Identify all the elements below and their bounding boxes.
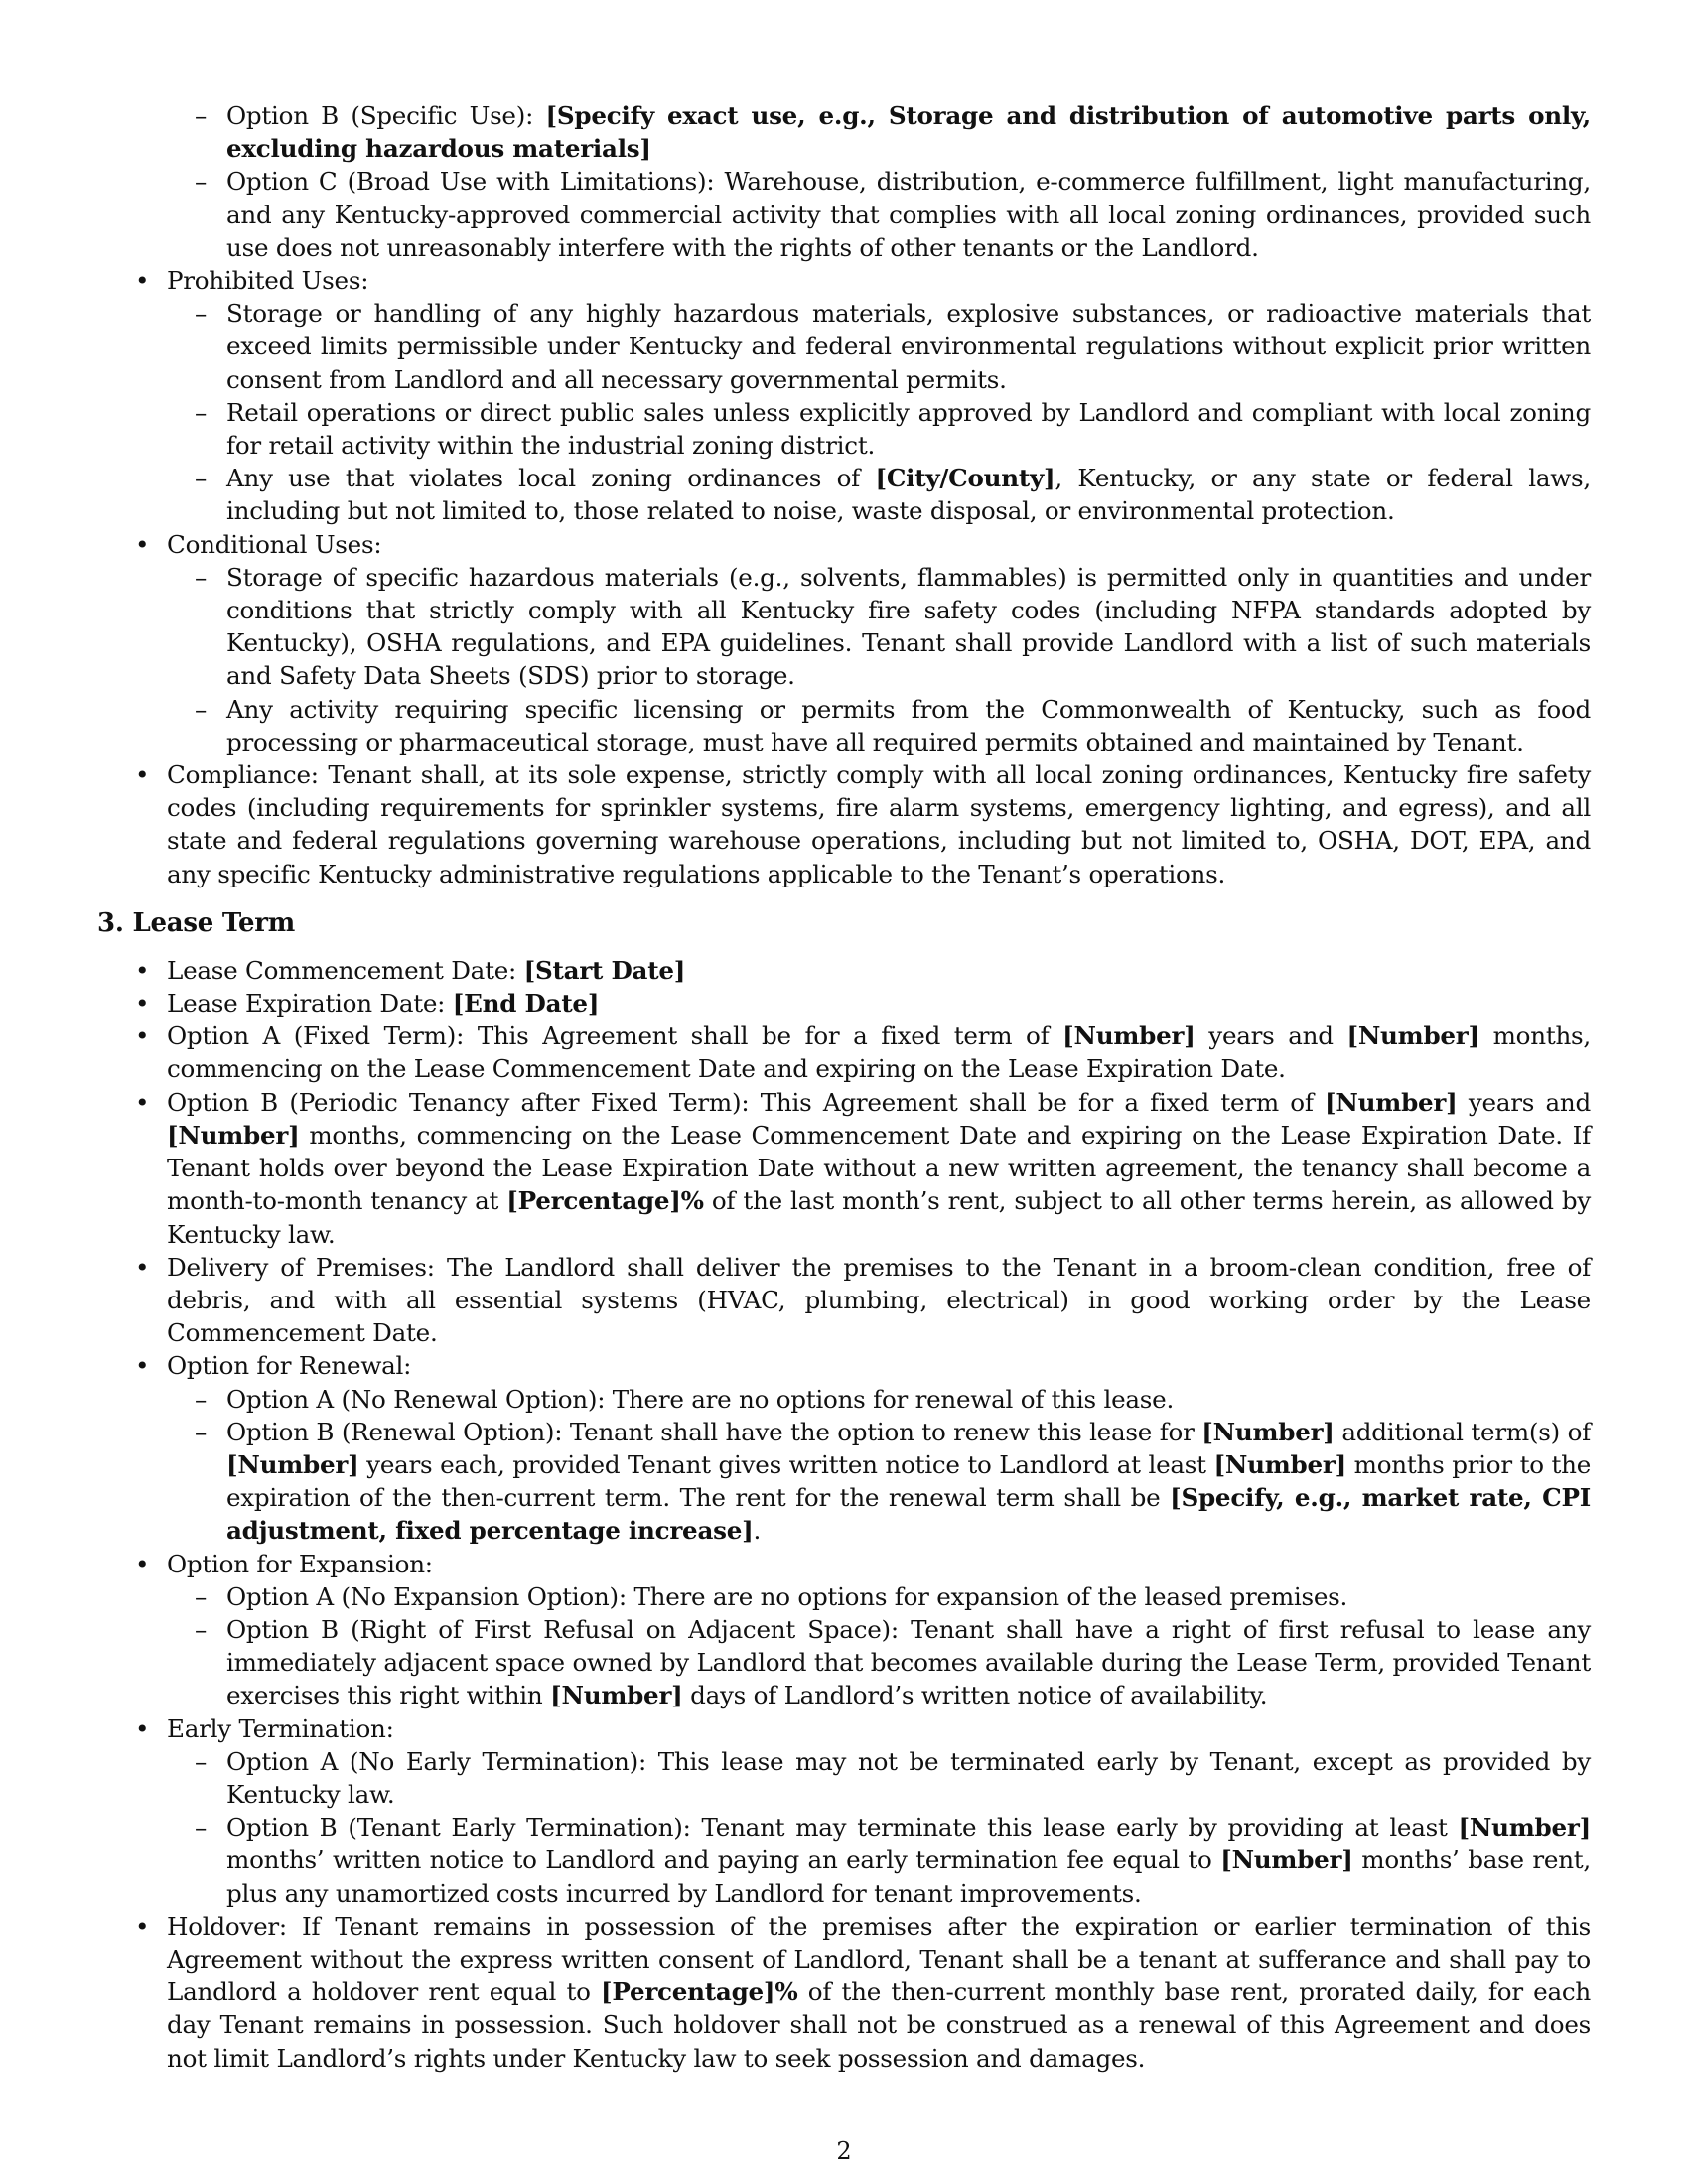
permitted-use-list [97,264,1591,890]
expansion-item: • Option for Expansion: – Option A (No Expansion Option): There are no options for expansion of the leased premises. – Option B (Right of First Refusal on Adjacent Space): Tenant shall have a right of first refusal to lease any immediately adjacent space owned by Landlord that becomes available during the Lease Term, provided Tenant exercises this right within [Number] days of Landlord’s written notice of availability. [97,1548,1591,1712]
renewal-item: • Option for Renewal: – Option A (No Renewal Option): There are no options for renewal of this lease. – Option B (Renewal Option): Tenant shall have the option to renew this lease for [Number] additional term(s) of [Number] years each, provided Tenant gives written notice to Landlord at least [Number] months prior to the expiration of the then-current term. The rent for the renewal term shall be [Specify, e.g., market rate, CPI adjustment, fixed percentage increase]. [97,1349,1591,1547]
conditional-uses-item: • Conditional Uses: – Storage of specific hazardous materials (e.g., solvents, flammables) is permitted only in quantities and under conditions that strictly comply with all Kentucky fire safety codes (including NFPA standards adopted by Kentucky), OSHA regulations, and EPA guidelines. Tenant shall provide Landlord with a list of such materials and Safety Data Sheets (SDS) prior to storage. – Any activity requiring specific licensing or permits from the Commonwealth of Kentucky, such as food processing or pharmaceutical storage, must have all required permits obtained and maintained by Tenant. [97,528,1591,758]
prohibited-uses-item: • Prohibited Uses: – Storage or handling of any highly hazardous materials, explosive substances, or radioactive materials that exceed limits permissible under Kentucky and federal environmental regulations without explicit prior written consent from Landlord and all necessary governmental permits. – Retail operations or direct public sales unless explicitly approved by Landlord and compliant with local zoning for retail activity within the industrial zoning district. – Any use that violates local zoning ordinances of [City/County], Kentucky, or any state or federal laws, including but not limited to, those related to noise, waste disposal, or environmental protection. [97,264,1591,528]
page-number: 2 [836,2137,852,2165]
list-item: – Option A (No Expansion Option): There are no options for expansion of the leased premises. [167,1580,1591,1613]
compliance-item: • Compliance: Tenant shall, at its sole expense, strictly comply with all local zoning ordinances, Kentucky fire safety codes (including requirements for sprinkler systems, fire alarm systems, emergency lighting, and egress), and all state and federal regulations governing warehouse operations, including but not limited to, OSHA, DOT, EPA, and any specific Kentucky administrative regulations applicable to the Tenant’s operations. [97,758,1591,890]
list-item: – Option B (Tenant Early Termination): Tenant may terminate this lease early by providing at least [Number] months’ written notice to Landlord and paying an early termination fee equal to [Number] months’ base rent, plus any unamortized costs incurred by Landlord for tenant improvements. [167,1811,1591,1910]
periodic-tenancy-item: • Option B (Periodic Tenancy after Fixed Term): This Agreement shall be for a fixed term of [Number] years and [Number] months, commencing on the Lease Commencement Date and expiring on the Lease Expiration Date. If Tenant holds over beyond the Lease Expiration Date without a new written agreement, the tenancy shall become a month-to-month tenancy at [Percentage]% of the last month’s rent, subject to all other terms herein, as allowed by Kentucky law. [97,1086,1591,1251]
holdover-item: • Holdover: If Tenant remains in possession of the premises after the expiration or earlier termination of this Agreement without the express written consent of Landlord, Tenant shall be a tenant at sufferance and shall pay to Landlord a holdover rent equal to [Percentage]% of the then-current monthly base rent, prorated daily, for each day Tenant remains in possession. Such holdover shall not be construed as a renewal of this Agreement and does not limit Landlord’s rights under Kentucky law to seek possession and damages. [97,1910,1591,2075]
list-item: – Option A (No Early Termination): This lease may not be terminated early by Tenant, except as provided by Kentucky law. [167,1745,1591,1811]
list-item: – Option B (Renewal Option): Tenant shall have the option to renew this lease for [Number] additional term(s) of [Number] years each, provided Tenant gives written notice to Landlord at least [Number] months prior to the expiration of the then-current term. The rent for the renewal term shall be [Specify, e.g., market rate, CPI adjustment, fixed percentage increase]. [167,1416,1591,1548]
section-heading: 3. Lease Term [97,907,295,938]
list-item: – Any use that violates local zoning ordinances of [City/County], Kentucky, or any state or federal laws, including but not limited to, those related to noise, waste disposal, or environmental protection. [167,462,1591,527]
fixed-term-item: • Option A (Fixed Term): This Agreement shall be for a fixed term of [Number] years and [Number] months, commencing on the Lease Commencement Date and expiring on the Lease Expiration Date. [97,1020,1591,1085]
document-page [97,99,1591,2075]
list-item: – Retail operations or direct public sales unless explicitly approved by Landlord and compliant with local zoning for retail activity within the industrial zoning district. [167,396,1591,462]
delivery-item: • Delivery of Premises: The Landlord shall deliver the premises to the Tenant in a broom-clean condition, free of debris, and with all essential systems (HVAC, plumbing, electrical) in good working order by the Lease Commencement Date. [97,1251,1591,1350]
commencement-date-item: • Lease Commencement Date: [Start Date] [97,954,1591,987]
list-item: – Option C (Broad Use with Limitations): Warehouse, distribution, e-commerce fulfillment, light manufacturing, and any Kentucky-approved commercial activity that complies with all local zoning ordinances, provided such use does not unreasonably interfere with the rights of other tenants or the Landlord. [167,165,1591,264]
list-item: – Option B (Right of First Refusal on Adjacent Space): Tenant shall have a right of first refusal to lease any immediately adjacent space owned by Landlord that becomes available during the Lease Term, provided Tenant exercises this right within [Number] days of Landlord’s written notice of availability. [167,1613,1591,1712]
list-item: – Option A (No Renewal Option): There are no options for renewal of this lease. [167,1383,1591,1416]
list-item: – Storage of specific hazardous materials (e.g., solvents, flammables) is permitted only in quantities and under conditions that strictly comply with all Kentucky fire safety codes (including NFPA standards adopted by Kentucky), OSHA regulations, and EPA guidelines. Tenant shall provide Landlord with a list of such materials and Safety Data Sheets (SDS) prior to storage. [167,561,1591,693]
list-item: – Any activity requiring specific licensing or permits from the Commonwealth of Kentucky, such as food processing or pharmaceutical storage, must have all required permits obtained and maintained by Tenant. [167,693,1591,758]
expiration-date-item: • Lease Expiration Date: [End Date] [97,987,1591,1020]
list-item: – Storage or handling of any highly hazardous materials, explosive substances, or radioactive materials that exceed limits permissible under Kentucky and federal environmental regulations without explicit prior written consent from Landlord and all necessary governmental permits. [167,297,1591,396]
early-termination-item: • Early Termination: – Option A (No Early Termination): This lease may not be terminated early by Tenant, except as provided by Kentucky law. – Option B (Tenant Early Termination): Tenant may terminate this lease early by providing at least [Number] months’ written notice to Landlord and paying an early termination fee equal to [Number] months’ base rent, plus any unamortized costs incurred by Landlord for tenant improvements. [97,1712,1591,1910]
use-options-list [167,99,1591,264]
lease-term-list [97,954,1591,2075]
list-item: – Option B (Specific Use): [Specify exact use, e.g., Storage and distribution of automotive parts only, excluding hazardous materials] [167,99,1591,165]
